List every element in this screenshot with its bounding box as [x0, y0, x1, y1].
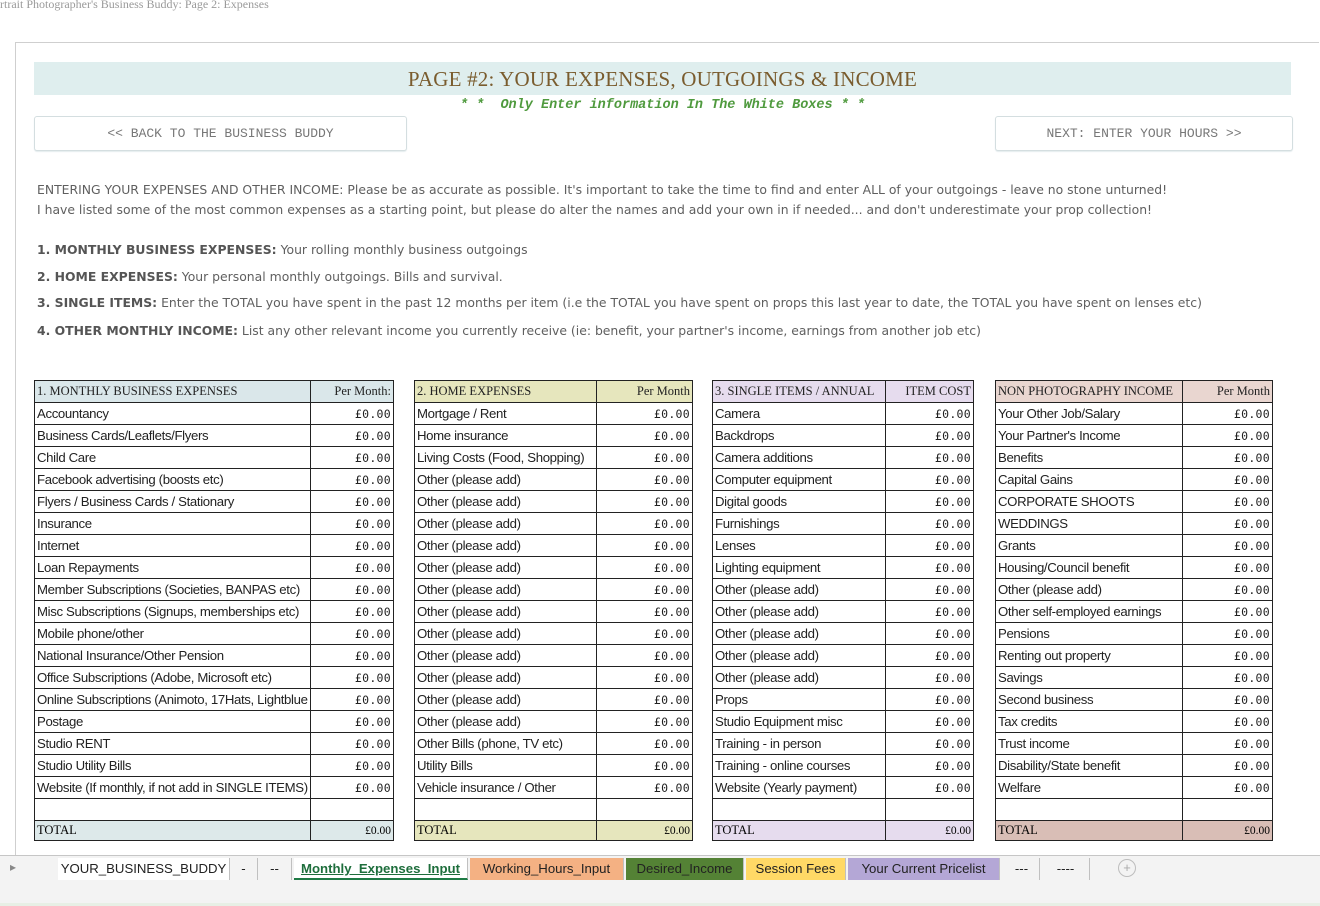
tab-dash-3[interactable]: ---: [1004, 858, 1040, 880]
item-name-cell[interactable]: Accountancy: [35, 403, 311, 425]
table-row: [415, 557, 693, 579]
item-name-cell[interactable]: Lighting equipment: [713, 557, 886, 579]
single-items-table: [712, 380, 974, 841]
table-title: 3. SINGLE ITEMS / ANNUAL: [713, 381, 886, 403]
instruction-1-label: 1. MONTHLY BUSINESS EXPENSES:: [37, 242, 277, 257]
column-header: ITEM COST: [886, 381, 974, 403]
item-name-cell[interactable]: Studio RENT: [35, 733, 311, 755]
item-name-cell[interactable]: Other (please add): [713, 623, 886, 645]
amount-cell[interactable]: £0.00: [597, 667, 693, 689]
table-row: [35, 535, 394, 557]
amount-cell[interactable]: £0.00: [311, 513, 394, 535]
item-name-cell[interactable]: Home insurance: [415, 425, 597, 447]
table-title: 1. MONTHLY BUSINESS EXPENSES: [35, 381, 311, 403]
table-row: [415, 755, 693, 777]
item-name-cell[interactable]: Other (please add): [415, 711, 597, 733]
amount-cell[interactable]: £0.00: [1183, 711, 1273, 733]
home-expenses-table: [414, 380, 693, 841]
item-name-cell[interactable]: Flyers / Business Cards / Stationary: [35, 491, 311, 513]
item-name-cell[interactable]: Business Cards/Leaflets/Flyers: [35, 425, 311, 447]
table-row: [35, 733, 394, 755]
amount-cell[interactable]: £0.00: [1183, 601, 1273, 623]
item-name-cell[interactable]: Other (please add): [415, 623, 597, 645]
amount-cell[interactable]: £0.00: [1183, 623, 1273, 645]
table-row: [35, 579, 394, 601]
item-name-cell[interactable]: Mortgage / Rent: [415, 403, 597, 425]
table-row: [415, 447, 693, 469]
amount-cell[interactable]: £0.00: [886, 623, 974, 645]
item-name-cell[interactable]: WEDDINGS: [996, 513, 1183, 535]
amount-cell[interactable]: £0.00: [597, 447, 693, 469]
instruction-4-label: 4. OTHER MONTHLY INCOME:: [37, 323, 238, 338]
table-row: [713, 469, 974, 491]
total-label: TOTAL: [415, 821, 597, 841]
window-title: rtrait Photographer's Business Buddy: Page 2: Expenses: [0, 0, 269, 11]
table-row: [713, 667, 974, 689]
item-name-cell[interactable]: Other (please add): [713, 579, 886, 601]
item-name-cell[interactable]: Housing/Council benefit: [996, 557, 1183, 579]
amount-cell[interactable]: £0.00: [597, 755, 693, 777]
tab-dash-2[interactable]: --: [258, 858, 292, 880]
item-name-cell[interactable]: Renting out property: [996, 645, 1183, 667]
total-label: TOTAL: [713, 821, 886, 841]
amount-cell[interactable]: £0.00: [1183, 425, 1273, 447]
table-row: [996, 733, 1273, 755]
table-row: [415, 491, 693, 513]
table-row: [35, 601, 394, 623]
table-row: [415, 689, 693, 711]
amount-cell[interactable]: £0.00: [597, 535, 693, 557]
blank-cell[interactable]: [1183, 799, 1273, 821]
amount-cell[interactable]: £0.00: [1183, 557, 1273, 579]
item-name-cell[interactable]: Grants: [996, 535, 1183, 557]
table-row: [996, 623, 1273, 645]
instruction-3-label: 3. SINGLE ITEMS:: [37, 295, 158, 310]
table-row: [996, 425, 1273, 447]
table-row: [35, 755, 394, 777]
amount-cell[interactable]: £0.00: [597, 513, 693, 535]
total-value: £0.00: [597, 821, 693, 841]
item-name-cell[interactable]: Other (please add): [415, 601, 597, 623]
amount-cell[interactable]: £0.00: [1183, 535, 1273, 557]
amount-cell[interactable]: £0.00: [886, 667, 974, 689]
table-row: [713, 755, 974, 777]
other-income-table: [995, 380, 1273, 841]
table-row: [35, 469, 394, 491]
page-title: PAGE #2: YOUR EXPENSES, OUTGOINGS & INCOME: [407, 67, 918, 91]
tab-your-business-buddy[interactable]: YOUR_BUSINESS_BUDDY: [58, 858, 230, 880]
column-header: Per Month: [597, 381, 693, 403]
table-row: [713, 557, 974, 579]
item-name-cell[interactable]: Internet: [35, 535, 311, 557]
table-row: [35, 425, 394, 447]
item-name-cell[interactable]: CORPORATE SHOOTS: [996, 491, 1183, 513]
blank-cell[interactable]: [597, 799, 693, 821]
total-row: [713, 821, 974, 841]
table-row: [415, 601, 693, 623]
item-name-cell[interactable]: Your Other Job/Salary: [996, 403, 1183, 425]
item-name-cell[interactable]: Your Partner's Income: [996, 425, 1183, 447]
blank-row: [415, 799, 693, 821]
table-row: [713, 513, 974, 535]
tab-working-hours-input[interactable]: Working_Hours_Input: [470, 858, 624, 880]
amount-cell[interactable]: £0.00: [1183, 667, 1273, 689]
total-value: £0.00: [1183, 821, 1273, 841]
amount-cell[interactable]: £0.00: [311, 579, 394, 601]
total-row: [996, 821, 1273, 841]
blank-row: [713, 799, 974, 821]
table-row: [713, 777, 974, 799]
item-name-cell[interactable]: National Insurance/Other Pension: [35, 645, 311, 667]
blank-row: [996, 799, 1273, 821]
item-name-cell[interactable]: Other (please add): [713, 645, 886, 667]
table-row: [996, 755, 1273, 777]
table-row: [996, 447, 1273, 469]
amount-cell[interactable]: £0.00: [886, 491, 974, 513]
table-row: [35, 447, 394, 469]
amount-cell[interactable]: £0.00: [311, 711, 394, 733]
table-row: [415, 579, 693, 601]
column-header: Per Month:: [311, 381, 394, 403]
item-name-cell[interactable]: Furnishings: [713, 513, 886, 535]
instruction-4-text: List any other relevant income you currently receive (ie: benefit, your partner's income, earnings from another job etc): [237, 323, 981, 338]
amount-cell[interactable]: £0.00: [597, 469, 693, 491]
table-row: [713, 645, 974, 667]
table-row: [713, 711, 974, 733]
table-row: [996, 491, 1273, 513]
amount-cell[interactable]: £0.00: [311, 645, 394, 667]
amount-cell[interactable]: £0.00: [597, 601, 693, 623]
amount-cell[interactable]: £0.00: [1183, 491, 1273, 513]
table-header-row: [35, 381, 394, 403]
table-row: [996, 579, 1273, 601]
amount-cell[interactable]: £0.00: [311, 623, 394, 645]
item-name-cell[interactable]: Child Care: [35, 447, 311, 469]
item-name-cell[interactable]: Office Subscriptions (Adobe, Microsoft etc): [35, 667, 311, 689]
item-name-cell[interactable]: Other (please add): [415, 557, 597, 579]
item-name-cell[interactable]: Other self-employed earnings: [996, 601, 1183, 623]
table-row: [996, 403, 1273, 425]
blank-cell[interactable]: [996, 799, 1183, 821]
item-name-cell[interactable]: Backdrops: [713, 425, 886, 447]
item-name-cell[interactable]: Other (please add): [415, 645, 597, 667]
item-name-cell[interactable]: Other (please add): [415, 469, 597, 491]
amount-cell[interactable]: £0.00: [886, 689, 974, 711]
table-row: [713, 733, 974, 755]
table-row: [713, 403, 974, 425]
item-name-cell[interactable]: Savings: [996, 667, 1183, 689]
blank-cell[interactable]: [311, 799, 394, 821]
table-row: [713, 601, 974, 623]
tab-monthly-expenses-input[interactable]: Monthly_Expenses_Input: [294, 858, 468, 880]
amount-cell[interactable]: £0.00: [311, 425, 394, 447]
table-header-row: [713, 381, 974, 403]
amount-cell[interactable]: £0.00: [311, 491, 394, 513]
item-name-cell[interactable]: Other (please add): [415, 513, 597, 535]
amount-cell[interactable]: £0.00: [311, 777, 394, 799]
table-row: [996, 557, 1273, 579]
table-row: [415, 513, 693, 535]
instruction-2-text: Your personal monthly outgoings. Bills and survival.: [177, 269, 503, 284]
table-header-row: [415, 381, 693, 403]
amount-cell[interactable]: £0.00: [886, 513, 974, 535]
item-name-cell[interactable]: Other (please add): [415, 667, 597, 689]
item-name-cell[interactable]: Website (If monthly, if not add in SINGLE ITEMS): [35, 777, 311, 799]
item-name-cell[interactable]: Trust income: [996, 733, 1183, 755]
total-row: [35, 821, 394, 841]
amount-cell[interactable]: £0.00: [1183, 469, 1273, 491]
table-row: [415, 469, 693, 491]
amount-cell[interactable]: £0.00: [1183, 645, 1273, 667]
tab-scroll-right-icon[interactable]: ▸: [10, 860, 17, 874]
instruction-1-text: Your rolling monthly business outgoings: [276, 242, 528, 257]
item-name-cell[interactable]: Computer equipment: [713, 469, 886, 491]
amount-cell[interactable]: £0.00: [597, 711, 693, 733]
amount-cell[interactable]: £0.00: [886, 755, 974, 777]
amount-cell[interactable]: £0.00: [1183, 579, 1273, 601]
table-row: [35, 777, 394, 799]
table-row: [35, 623, 394, 645]
item-name-cell[interactable]: Second business: [996, 689, 1183, 711]
amount-cell[interactable]: £0.00: [311, 689, 394, 711]
amount-cell[interactable]: £0.00: [1183, 447, 1273, 469]
blank-row: [35, 799, 394, 821]
item-name-cell[interactable]: Other (please add): [415, 535, 597, 557]
amount-cell[interactable]: £0.00: [886, 711, 974, 733]
item-name-cell[interactable]: Loan Repayments: [35, 557, 311, 579]
table-row: [996, 711, 1273, 733]
add-sheet-icon[interactable]: +: [1118, 859, 1136, 877]
instruction-3: [37, 295, 1202, 310]
instruction-4: [37, 323, 981, 338]
item-name-cell[interactable]: Utility Bills: [415, 755, 597, 777]
table-row: [713, 623, 974, 645]
amount-cell[interactable]: £0.00: [311, 733, 394, 755]
page-banner: [34, 62, 1291, 95]
tab-desired-income[interactable]: Desired_Income: [626, 858, 744, 880]
table-row: [415, 535, 693, 557]
amount-cell[interactable]: £0.00: [886, 777, 974, 799]
amount-cell[interactable]: £0.00: [311, 535, 394, 557]
back-button[interactable]: << BACK TO THE BUSINESS BUDDY: [34, 116, 407, 151]
item-name-cell[interactable]: Member Subscriptions (Societies, BANPAS etc): [35, 579, 311, 601]
item-name-cell[interactable]: Other (please add): [713, 601, 886, 623]
amount-cell[interactable]: £0.00: [1183, 733, 1273, 755]
item-name-cell[interactable]: Website (Yearly payment): [713, 777, 886, 799]
blank-cell[interactable]: [35, 799, 311, 821]
item-name-cell[interactable]: Other (please add): [415, 491, 597, 513]
amount-cell[interactable]: £0.00: [886, 535, 974, 557]
item-name-cell[interactable]: Training - online courses: [713, 755, 886, 777]
total-value: £0.00: [311, 821, 394, 841]
instruction-1: [37, 242, 528, 257]
amount-cell[interactable]: £0.00: [311, 447, 394, 469]
table-row: [713, 535, 974, 557]
tab-session-fees[interactable]: Session Fees: [746, 858, 846, 880]
table-row: [415, 645, 693, 667]
table-title: NON PHOTOGRAPHY INCOME: [996, 381, 1183, 403]
amount-cell[interactable]: £0.00: [311, 403, 394, 425]
total-row: [415, 821, 693, 841]
item-name-cell[interactable]: Mobile phone/other: [35, 623, 311, 645]
table-row: [713, 579, 974, 601]
amount-cell[interactable]: £0.00: [1183, 755, 1273, 777]
table-row: [35, 645, 394, 667]
item-name-cell[interactable]: Other (please add): [996, 579, 1183, 601]
total-label: TOTAL: [996, 821, 1183, 841]
table-row: [415, 711, 693, 733]
item-name-cell[interactable]: Disability/State benefit: [996, 755, 1183, 777]
table-row: [713, 425, 974, 447]
item-name-cell[interactable]: Living Costs (Food, Shopping): [415, 447, 597, 469]
item-name-cell[interactable]: Camera: [713, 403, 886, 425]
amount-cell[interactable]: £0.00: [886, 447, 974, 469]
page-subtitle: * * Only Enter information In The White Boxes * *: [459, 98, 866, 113]
item-name-cell[interactable]: Benefits: [996, 447, 1183, 469]
amount-cell[interactable]: £0.00: [1183, 513, 1273, 535]
item-name-cell[interactable]: Studio Equipment misc: [713, 711, 886, 733]
table-row: [415, 623, 693, 645]
table-row: [996, 689, 1273, 711]
amount-cell[interactable]: £0.00: [597, 733, 693, 755]
amount-cell[interactable]: £0.00: [886, 469, 974, 491]
amount-cell[interactable]: £0.00: [597, 403, 693, 425]
item-name-cell[interactable]: Capital Gains: [996, 469, 1183, 491]
tab-dash-1[interactable]: -: [230, 858, 258, 880]
table-row: [415, 425, 693, 447]
table-row: [713, 689, 974, 711]
table-row: [996, 645, 1273, 667]
amount-cell[interactable]: £0.00: [597, 579, 693, 601]
item-name-cell[interactable]: Welfare: [996, 777, 1183, 799]
table-row: [35, 491, 394, 513]
table-row: [415, 667, 693, 689]
total-label: TOTAL: [35, 821, 311, 841]
table-row: [35, 513, 394, 535]
next-button[interactable]: NEXT: ENTER YOUR HOURS >>: [995, 116, 1293, 151]
amount-cell[interactable]: £0.00: [886, 579, 974, 601]
item-name-cell[interactable]: Lenses: [713, 535, 886, 557]
column-header: Per Month: [1183, 381, 1273, 403]
amount-cell[interactable]: £0.00: [1183, 689, 1273, 711]
item-name-cell[interactable]: Insurance: [35, 513, 311, 535]
table-row: [996, 535, 1273, 557]
table-row: [996, 513, 1273, 535]
business-expenses-table: [34, 380, 394, 841]
item-name-cell[interactable]: Props: [713, 689, 886, 711]
item-name-cell[interactable]: Digital goods: [713, 491, 886, 513]
amount-cell[interactable]: £0.00: [1183, 403, 1273, 425]
amount-cell[interactable]: £0.00: [311, 557, 394, 579]
amount-cell[interactable]: £0.00: [886, 601, 974, 623]
amount-cell[interactable]: £0.00: [886, 645, 974, 667]
amount-cell[interactable]: £0.00: [311, 469, 394, 491]
item-name-cell[interactable]: Other (please add): [415, 579, 597, 601]
total-value: £0.00: [886, 821, 974, 841]
item-name-cell[interactable]: Tax credits: [996, 711, 1183, 733]
amount-cell[interactable]: £0.00: [1183, 777, 1273, 799]
blank-cell[interactable]: [886, 799, 974, 821]
amount-cell[interactable]: £0.00: [311, 755, 394, 777]
intro-line-1: ENTERING YOUR EXPENSES AND OTHER INCOME: Please be as accurate as possible. It's important to take the time to find and enter ALL of your outgoings - leave no stone unturned!: [37, 182, 1168, 197]
table-row: [35, 689, 394, 711]
amount-cell[interactable]: £0.00: [597, 425, 693, 447]
table-row: [415, 403, 693, 425]
item-name-cell[interactable]: Camera additions: [713, 447, 886, 469]
table-row: [35, 667, 394, 689]
item-name-cell[interactable]: Facebook advertising (boosts etc): [35, 469, 311, 491]
item-name-cell[interactable]: Studio Utility Bills: [35, 755, 311, 777]
table-row: [35, 557, 394, 579]
intro-line-2: I have listed some of the most common expenses as a starting point, but please do alter the names and add your own in if needed... and don't underestimate your prop collection!: [37, 202, 1153, 217]
sheet-tab-bar: [0, 855, 1320, 906]
amount-cell[interactable]: £0.00: [311, 667, 394, 689]
blank-cell[interactable]: [713, 799, 886, 821]
table-title: 2. HOME EXPENSES: [415, 381, 597, 403]
amount-cell[interactable]: £0.00: [311, 601, 394, 623]
table-row: [996, 469, 1273, 491]
item-name-cell[interactable]: Vehicle insurance / Other: [415, 777, 597, 799]
tab-your-current-pricelist[interactable]: Your Current Pricelist: [848, 858, 1000, 880]
amount-cell[interactable]: £0.00: [597, 557, 693, 579]
table-row: [996, 601, 1273, 623]
table-row: [996, 667, 1273, 689]
item-name-cell[interactable]: Other (please add): [713, 667, 886, 689]
instruction-3-text: Enter the TOTAL you have spent in the past 12 months per item (i.e the TOTAL you have spent on props this last year to date, the TOTAL you have spent on lenses etc): [157, 295, 1202, 310]
item-name-cell[interactable]: Online Subscriptions (Animoto, 17Hats, Lightblue: [35, 689, 311, 711]
amount-cell[interactable]: £0.00: [597, 491, 693, 513]
amount-cell[interactable]: £0.00: [597, 623, 693, 645]
amount-cell[interactable]: £0.00: [886, 733, 974, 755]
amount-cell[interactable]: £0.00: [886, 557, 974, 579]
item-name-cell[interactable]: Postage: [35, 711, 311, 733]
table-row: [713, 491, 974, 513]
amount-cell[interactable]: £0.00: [597, 689, 693, 711]
item-name-cell[interactable]: Other (please add): [415, 689, 597, 711]
amount-cell[interactable]: £0.00: [597, 645, 693, 667]
table-row: [996, 777, 1273, 799]
table-row: [35, 711, 394, 733]
table-row: [35, 403, 394, 425]
instruction-2: [37, 269, 503, 284]
item-name-cell[interactable]: Training - in person: [713, 733, 886, 755]
table-row: [415, 777, 693, 799]
item-name-cell[interactable]: Pensions: [996, 623, 1183, 645]
instruction-2-label: 2. HOME EXPENSES:: [37, 269, 178, 284]
tab-dash-4[interactable]: ----: [1042, 858, 1090, 880]
item-name-cell[interactable]: Other Bills (phone, TV etc): [415, 733, 597, 755]
item-name-cell[interactable]: Misc Subscriptions (Signups, memberships etc): [35, 601, 311, 623]
blank-cell[interactable]: [415, 799, 597, 821]
table-row: [713, 447, 974, 469]
amount-cell[interactable]: £0.00: [886, 403, 974, 425]
table-header-row: [996, 381, 1273, 403]
amount-cell[interactable]: £0.00: [886, 425, 974, 447]
amount-cell[interactable]: £0.00: [597, 777, 693, 799]
table-row: [415, 733, 693, 755]
